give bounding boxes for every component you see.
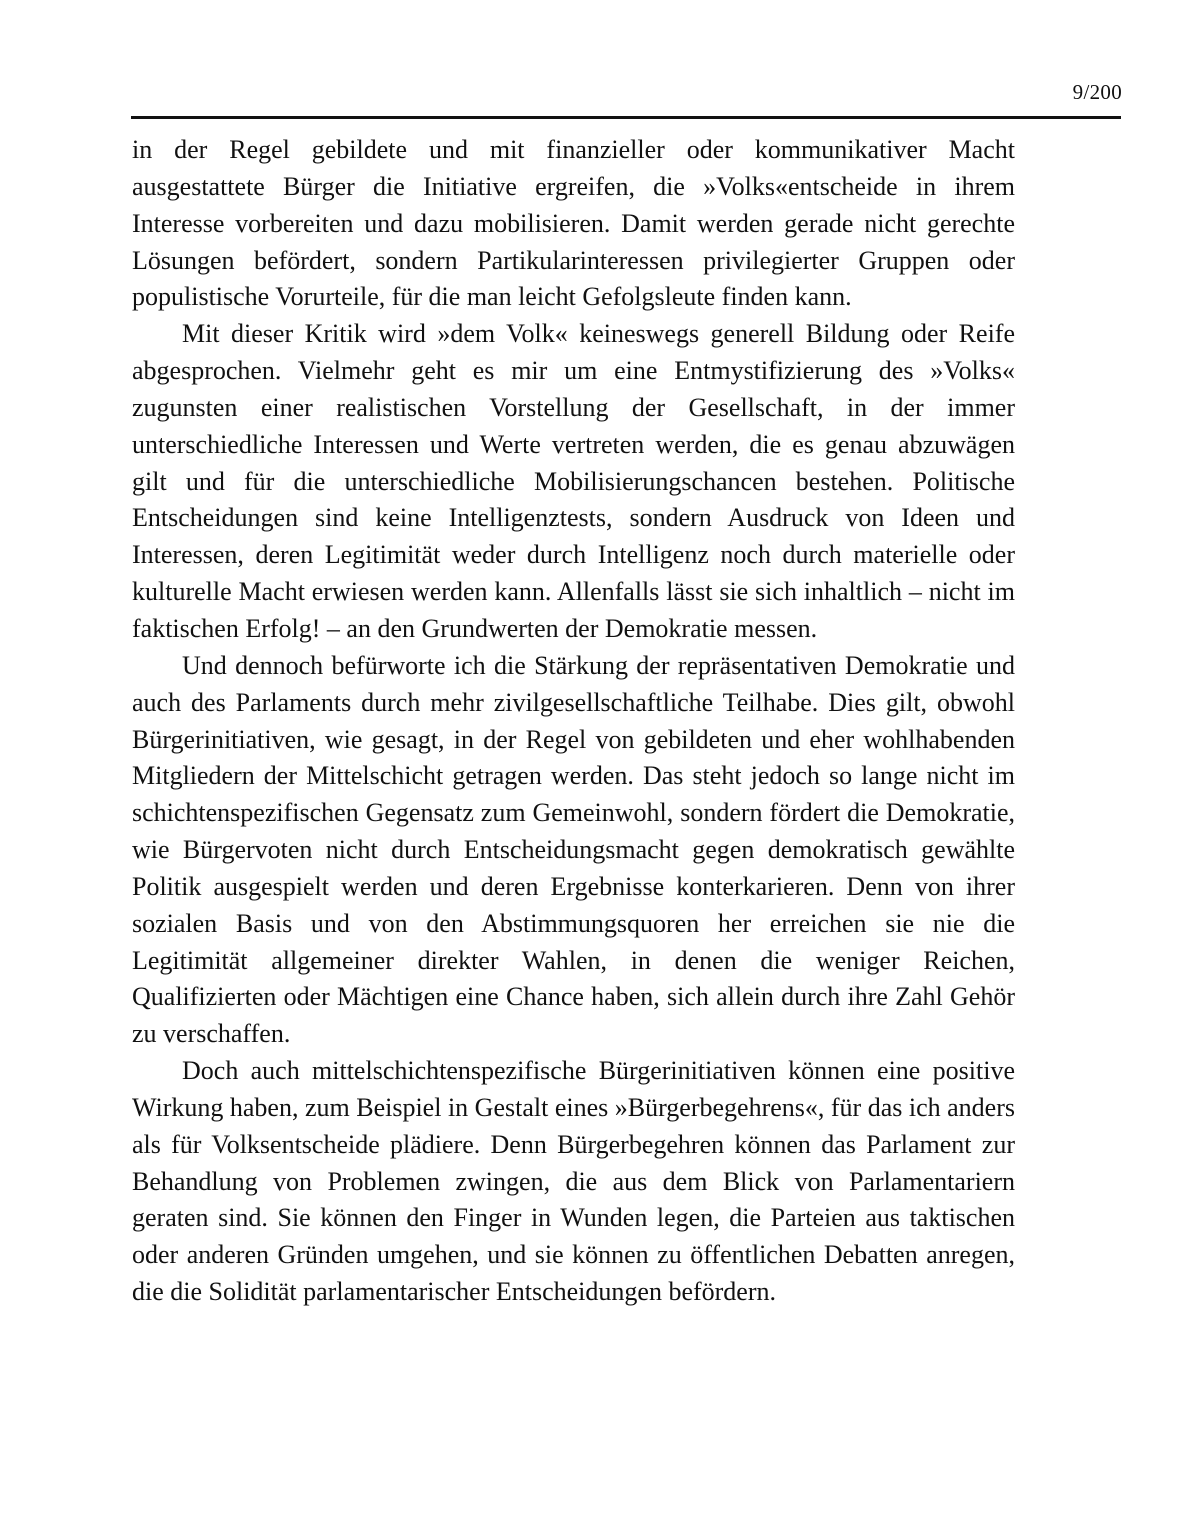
body-text (132, 132, 1015, 1311)
paragraph-4: Doch auch mittelschichtenspezifische Bürgerinitiativen können eine positive Wirkung haben, zum Beispiel in Gestalt eines »Bürgerbegehrens«, für das ich anders als für Volksentscheide plädiere. Denn Bürgerbegehren können das Parlament zur Behandlung von Problemen zwingen, die aus dem Blick von Parlamentariern geraten sind. Sie können den Finger in Wunden legen, die Parteien aus taktischen oder anderen Gründen umgehen, und sie können zu öffentlichen Debatten anregen, die die Solidität parlamentarischer Entscheidungen befördern. (132, 1056, 1015, 1307)
header-rule (131, 116, 1121, 119)
paragraph-3: Und dennoch befürworte ich die Stärkung der repräsentativen Demokratie und auch des Parlaments durch mehr zivilgesellschaftliche Teilhabe. Dies gilt, obwohl Bürgerinitiativen, wie gesagt, in der Regel von gebildeten und eher wohlhabenden Mitgliedern der Mittelschicht getragen werden. Das steht jedoch so lange nicht im schichtenspezifischen Gegensatz zum Gemeinwohl, sondern fördert die Demokratie, wie Bürgervoten nicht durch Entscheidungsmacht gegen demokratisch gewählte Politik ausgespielt werden und deren Ergebnisse konterkarieren. Denn von ihrer sozialen Basis und von den Abstimmungsquoren her erreichen sie nie die Legitimität allgemeiner direkter Wahlen, in denen die weniger Reichen, Qualifizierten oder Mächtigen eine Chance haben, sich allein durch ihre Zahl Gehör zu verschaffen. (132, 650, 1015, 1049)
paragraph-1: in der Regel gebildete und mit finanzieller oder kommunikativer Macht ausgestattete Bürger die Initiative ergreifen, die »Volks«entscheide in ihrem Interesse vorbereiten und dazu mobilisieren. Damit werden gerade nicht gerechte Lösungen befördert, sondern Partikularinteressen privilegierter Gruppen oder populistische Vorurteile, für die man leicht Gefolgsleute finden kann. (132, 135, 1015, 312)
paragraph-2: Mit dieser Kritik wird »dem Volk« keineswegs generell Bildung oder Reife abgesprochen. Vielmehr geht es mir um eine Entmystifizierung des »Volks« zugunsten einer realistischen Vorstellung der Gesellschaft, in der immer unterschiedliche Interessen und Werte vertreten werden, die es genau abzuwägen gilt und für die unterschiedliche Mobilisierungschancen bestehen. Politische Entscheidungen sind keine Intelligenztests, sondern Ausdruck von Ideen und Interessen, deren Legitimität weder durch Intelligenz noch durch materielle oder kulturelle Macht erwiesen werden kann. Allenfalls lässt sie sich inhaltlich – nicht im faktischen Erfolg! – an den Grundwerten der Demokratie messen. (132, 319, 1015, 643)
page-number: 9/200 (1072, 80, 1122, 104)
